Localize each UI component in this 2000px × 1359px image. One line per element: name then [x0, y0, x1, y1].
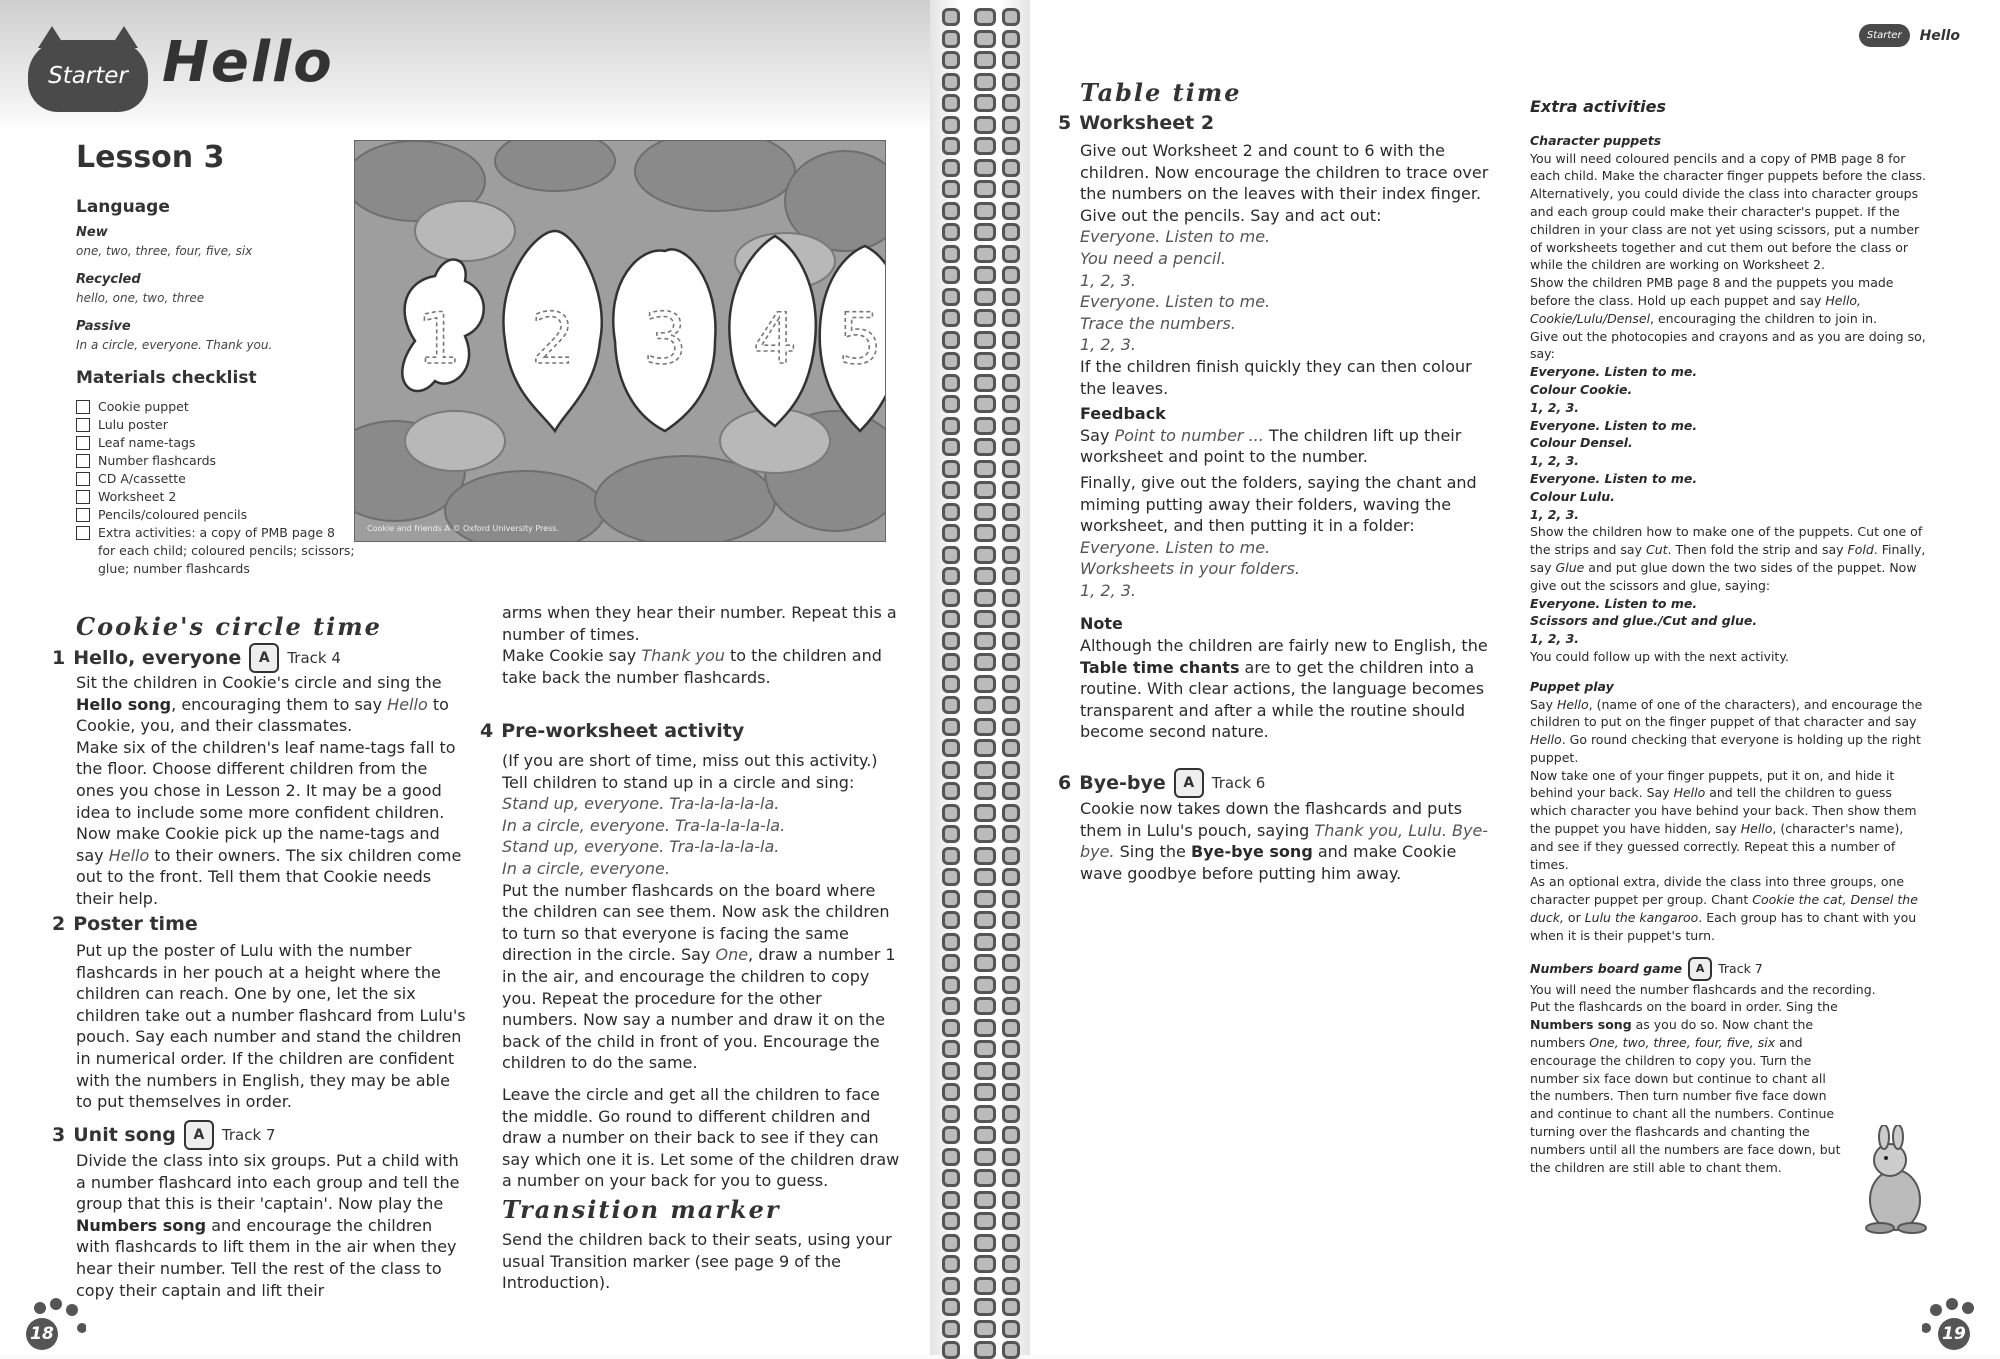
binding-ring [942, 503, 960, 521]
page-number-right: 19 [1938, 1318, 1970, 1350]
binding-ring [942, 1234, 960, 1252]
binding-ring [942, 8, 960, 26]
binding-ring [974, 976, 996, 994]
binding-ring [942, 395, 960, 413]
transition-title: Transition marker [502, 1195, 781, 1224]
binding-ring [1002, 1298, 1020, 1316]
binding-ring [974, 1341, 996, 1359]
binding-ring [1002, 331, 1020, 349]
binding-ring [942, 739, 960, 757]
language-label: Language [76, 197, 170, 217]
checklist-item: Worksheet 2 [76, 488, 356, 506]
transition-text: Send the children back to their seats, using your usual Transition marker (see page 9 of the Introduction). [502, 1230, 892, 1293]
binding-ring [1002, 94, 1020, 112]
binding-ring [974, 825, 996, 843]
page-number-left: 18 [26, 1318, 58, 1350]
binding-ring [1002, 352, 1020, 370]
binding-ring [1002, 137, 1020, 155]
passive-label: Passive [76, 319, 131, 334]
binding-ring [974, 331, 996, 349]
binding-ring [974, 116, 996, 134]
binding-ring [974, 1169, 996, 1187]
binding-ring [1002, 481, 1020, 499]
binding-ring [974, 481, 996, 499]
spiral-binding [930, 0, 1030, 1355]
binding-ring [942, 288, 960, 306]
poster-number: 4 [752, 298, 798, 380]
binding-ring [1002, 696, 1020, 714]
binding-ring [942, 309, 960, 327]
poster-number: 3 [642, 298, 688, 380]
note-label: Note [1080, 614, 1123, 634]
binding-ring [1002, 1148, 1020, 1166]
binding-ring [1002, 73, 1020, 91]
binding-ring [1002, 589, 1020, 607]
binding-ring [974, 73, 996, 91]
binding-ring [942, 1298, 960, 1316]
binding-ring [974, 1191, 996, 1209]
binding-ring [974, 696, 996, 714]
binding-ring [974, 417, 996, 435]
binding-ring [1002, 395, 1020, 413]
binding-ring [1002, 653, 1020, 671]
recycled-label: Recycled [76, 272, 141, 287]
binding-ring [1002, 911, 1020, 929]
language-block [76, 197, 346, 388]
character-puppets-label: Character puppets [1530, 132, 1662, 148]
running-title: Hello [1919, 27, 1960, 44]
binding-ring [974, 524, 996, 542]
binding-ring [1002, 1062, 1020, 1080]
binding-ring [1002, 675, 1020, 693]
binding-ring [1002, 933, 1020, 951]
binding-ring [942, 847, 960, 865]
binding-ring [1002, 868, 1020, 886]
binding-ring [942, 180, 960, 198]
activity-4-heading: 4 Pre-worksheet activity [480, 720, 745, 742]
binding-ring [974, 1148, 996, 1166]
table-time-title: Table time [1080, 78, 1242, 107]
running-header [1859, 24, 1960, 47]
binding-ring [974, 159, 996, 177]
binding-ring [942, 718, 960, 736]
checkbox[interactable] [76, 418, 90, 432]
binding-ring [1002, 761, 1020, 779]
poster-number: 2 [530, 298, 576, 380]
activity-3-text: Divide the class into six groups. Put a child with a number flashcard into each group and tell the group that this is their 'captain'. Now play the Numbers song and encourage the children with flashcards to lift them in the air when they hear their number. Tell the rest of the class to copy their captain and lift their [76, 1151, 460, 1300]
binding-ring [1002, 8, 1020, 26]
binding-ring [974, 438, 996, 456]
binding-ring [942, 933, 960, 951]
new-words: one, two, three, four, five, six [76, 244, 253, 258]
binding-ring [1002, 890, 1020, 908]
checkbox[interactable] [76, 454, 90, 468]
binding-ring [1002, 438, 1020, 456]
circle-time-title: Cookie's circle time [76, 612, 382, 641]
binding-ring [1002, 1169, 1020, 1187]
binding-ring [942, 51, 960, 69]
binding-ring [1002, 159, 1020, 177]
binding-ring [974, 546, 996, 564]
binding-ring [942, 1148, 960, 1166]
binding-ring [1002, 1040, 1020, 1058]
binding-ring [942, 696, 960, 714]
binding-ring [1002, 51, 1020, 69]
activity-2-text: Put up the poster of Lulu with the number flashcards in her pouch at a height where the children can reach. One by one, let the six children take out a number flashcard from Lulu's pouch. Say each number and stand the children in numerical order. If the children are confident with the numbers in English, they may be able to put themselves in order. [76, 941, 466, 1112]
binding-ring [974, 1062, 996, 1080]
binding-ring [974, 460, 996, 478]
binding-ring [974, 761, 996, 779]
binding-ring [942, 438, 960, 456]
checklist-item: Cookie puppet [76, 398, 356, 416]
binding-ring [942, 1126, 960, 1144]
binding-ring [974, 1019, 996, 1037]
binding-ring [942, 266, 960, 284]
binding-ring [974, 868, 996, 886]
binding-ring [1002, 1277, 1020, 1295]
binding-ring [942, 589, 960, 607]
activity-2-heading: 2 Poster time [52, 913, 198, 935]
checkbox[interactable] [76, 526, 90, 540]
binding-ring [974, 718, 996, 736]
binding-ring [1002, 546, 1020, 564]
binding-ring [1002, 1234, 1020, 1252]
binding-ring [942, 116, 960, 134]
binding-ring [974, 266, 996, 284]
passive-words: In a circle, everyone. Thank you. [76, 338, 273, 352]
binding-ring [974, 1320, 996, 1338]
binding-ring [974, 632, 996, 650]
binding-ring [1002, 30, 1020, 48]
materials-checklist [76, 398, 356, 578]
binding-ring [942, 804, 960, 822]
binding-ring [942, 825, 960, 843]
checklist-item: Extra activities: a copy of PMB page 8 for each child; coloured pencils; scissors; glue; number flashcards [76, 524, 356, 578]
binding-ring [1002, 1126, 1020, 1144]
worksheet-poster-image [354, 140, 886, 542]
binding-ring [974, 503, 996, 521]
binding-ring [974, 997, 996, 1015]
binding-ring [1002, 266, 1020, 284]
binding-ring [974, 610, 996, 628]
feedback-label: Feedback [1080, 404, 1166, 424]
binding-ring [1002, 1019, 1020, 1037]
binding-ring [974, 739, 996, 757]
binding-ring [974, 51, 996, 69]
binding-ring [942, 1212, 960, 1230]
binding-ring [974, 202, 996, 220]
binding-ring [942, 1083, 960, 1101]
binding-ring [942, 352, 960, 370]
binding-ring [1002, 782, 1020, 800]
binding-ring [1002, 374, 1020, 392]
checkbox[interactable] [76, 400, 90, 414]
binding-ring [1002, 1212, 1020, 1230]
binding-ring [1002, 804, 1020, 822]
binding-ring [942, 331, 960, 349]
checkbox[interactable] [76, 436, 90, 450]
binding-ring [942, 524, 960, 542]
binding-ring [974, 1234, 996, 1252]
running-badge: Starter [1859, 24, 1910, 47]
binding-ring [974, 223, 996, 241]
checklist-item: Lulu poster [76, 416, 356, 434]
binding-ring [942, 653, 960, 671]
binding-ring [942, 567, 960, 585]
extra-activities: Extra activities Character puppets You will need coloured pencils and a copy of PMB page 8 for each child. Make the character finger puppets before the class. Alternatively, you could divide the class into character groups and each group could make their character's puppet. If the children in your class are not yet using scissors, put a number of worksheets together and cut them out before the class or while the children are working on Worksheet 2. Show the children PMB page 8 and the puppets you made before the class. Hold up each puppet and say Hello, Cookie/Lulu/Densel, encouraging the children to join in. Give out the photocopies and crayons and as you are doing so, say: Everyone. Listen to me. Colour Cookie. 1, 2, 3. Everyone. Listen to me. Colour Densel. 1, 2, 3. Everyone. Listen to me. Colour Lulu. 1, 2, 3. Show the children how to make one of the puppets. Cut one of the strips and say Cut. Then fold the strip and say Fold. Finally, say Glue and put glue down the two sides of the puppet. Now give out the scissors and glue, saying: Everyone. Listen to me. Scissors and glue./Cut and glue. 1, 2, 3. You could follow up with the next activity. Puppet play Say Hello, (name of one of the characters), and encourage the children to put on the finger puppet of that character and say Hello. Go round checking that everyone is holding up the right puppet. Now take one of your finger puppets, put it on, and hide it behind your back. Say Hello and tell the children to guess which character you have behind your back. Then show them the puppet you have hidden, say Hello, (character's name), and see if they guessed correctly. Repeat this a number of times. As an optional extra, divide the class into three groups, one character puppet per group. Chant Cookie the cat, Densel the duck, or Lulu the kangaroo. Each group has to chant with you when it is their puppet's turn. Numbers board game A Track 7 You will need the number flashcards and the recording. Put the flashcards on the board in order. Sing the Numbers song as you do so. Now chant the numbers One, two, three, four, five, six and encourage the children to copy you. Turn the number six face down but continue to chant all the numbers. Then turn number five face down and continue to chant all the numbers. Continue turning over the flashcards and chanting the numbers until all the numbers are face down, but the children are still able to chant them. [1530, 98, 1930, 1176]
binding-ring [1002, 180, 1020, 198]
binding-ring [1002, 1320, 1020, 1338]
binding-ring [974, 309, 996, 327]
binding-ring [942, 976, 960, 994]
binding-ring [974, 567, 996, 585]
binding-ring [974, 1083, 996, 1101]
binding-ring [974, 933, 996, 951]
binding-ring [1002, 460, 1020, 478]
activity-5-heading: 5 Worksheet 2 [1058, 112, 1215, 134]
binding-ring [974, 890, 996, 908]
recycled-words: hello, one, two, three [76, 291, 205, 305]
puppet-play-label: Puppet play [1530, 678, 1614, 694]
binding-ring [974, 675, 996, 693]
binding-ring [1002, 116, 1020, 134]
binding-ring [942, 675, 960, 693]
leaves-illustration [355, 141, 885, 541]
binding-ring [974, 374, 996, 392]
activity-5-text: Give out Worksheet 2 and count to 6 with the children. Now encourage the children to trace over the numbers on the leaves with their index finger. Give out the pencils. Say and act out: Everyone. Listen to me. You need a pencil. 1, 2, 3. Everyone. Listen to me. Trace the numbers. 1, 2, 3. If the children finish quickly they can then colour the leaves. Feedback Say Point to number ... The children lift up their worksheet and point to the number. Finally, give out the folders, saying the chant and miming putting away their folders, waving the worksheet, and then putting it in a folder: Everyone. Listen to me. Worksheets in your folders. 1, 2, 3. Note Although the children are fairly new to English, the Table time chants are to get the children into a routine. With clear actions, the language becomes transparent and after a while the routine should become second nature. [1080, 141, 1489, 742]
binding-ring [974, 653, 996, 671]
binding-ring [974, 1255, 996, 1273]
binding-ring [942, 223, 960, 241]
binding-ring [974, 1212, 996, 1230]
cd-icon: A [1174, 768, 1204, 798]
binding-ring [974, 782, 996, 800]
checkbox[interactable] [76, 508, 90, 522]
binding-ring [942, 1040, 960, 1058]
cd-icon: A [1688, 957, 1712, 981]
binding-ring [942, 1341, 960, 1359]
binding-ring [942, 374, 960, 392]
binding-ring [942, 954, 960, 972]
binding-ring [1002, 524, 1020, 542]
binding-ring [1002, 223, 1020, 241]
binding-ring [974, 352, 996, 370]
binding-ring [974, 288, 996, 306]
binding-ring [1002, 632, 1020, 650]
binding-ring [974, 94, 996, 112]
binding-ring [974, 589, 996, 607]
binding-ring [974, 847, 996, 865]
binding-ring [942, 73, 960, 91]
checklist-item: Pencils/coloured pencils [76, 506, 356, 524]
extra-title: Extra activities [1530, 97, 1666, 116]
poster-number: 5 [837, 298, 883, 380]
activity-6-heading: 6 Bye-bye A Track 6 [1058, 768, 1265, 798]
binding-ring [974, 395, 996, 413]
checklist-item: CD A/cassette [76, 470, 356, 488]
binding-ring [1002, 1341, 1020, 1359]
new-label: New [76, 225, 108, 240]
binding-ring [942, 1105, 960, 1123]
binding-ring [1002, 954, 1020, 972]
binding-ring [974, 137, 996, 155]
binding-ring [974, 8, 996, 26]
binding-ring [1002, 739, 1020, 757]
binding-ring [942, 632, 960, 650]
binding-ring [942, 782, 960, 800]
binding-ring [942, 460, 960, 478]
binding-ring [974, 1105, 996, 1123]
binding-ring [1002, 288, 1020, 306]
activity-3-heading: 3 Unit song A Track 7 [52, 1120, 275, 1150]
binding-ring [1002, 309, 1020, 327]
poster-caption: Cookie and friends A © Oxford University Press. [367, 524, 559, 533]
binding-ring [942, 610, 960, 628]
checklist-item: Number flashcards [76, 452, 356, 470]
binding-ring [974, 1126, 996, 1144]
starter-badge: Starter [28, 40, 148, 112]
binding-ring [1002, 718, 1020, 736]
binding-ring [1002, 1105, 1020, 1123]
binding-ring [974, 804, 996, 822]
binding-ring [974, 1298, 996, 1316]
cd-icon: A [184, 1120, 214, 1150]
binding-ring [942, 202, 960, 220]
binding-ring [1002, 202, 1020, 220]
page-title: Hello [162, 30, 334, 95]
binding-ring [974, 30, 996, 48]
binding-ring [1002, 847, 1020, 865]
numbers-board-game-heading: Numbers board game A Track 7 [1530, 957, 1930, 981]
binding-ring [1002, 825, 1020, 843]
binding-ring [942, 546, 960, 564]
binding-ring [1002, 976, 1020, 994]
cd-icon: A [249, 643, 279, 673]
binding-ring [942, 1191, 960, 1209]
activity-1-text: Sit the children in Cookie's circle and sing the Hello song, encouraging them to say Hello to Cookie, you, and their classmates. Make six of the children's leaf name-tags fall to the floor. Choose different children from the ones you chose in Lesson 2. It may be a good idea to include some more confident children. Now make Cookie pick up the name-tags and say Hello to their owners. The six children come out to the front. Tell them that Cookie needs their help. [76, 673, 462, 908]
binding-ring [942, 1169, 960, 1187]
kangaroo-illustration [1850, 1125, 1930, 1235]
activity-4-text: (If you are short of time, miss out this activity.) Tell children to stand up in a circle and sing: Stand up, everyone. Tra-la-la-la-la. In a circle, everyone. Tra-la-la-la-la. Stand up, everyone. Tra-la-la-la-la. In a circle, everyone. Put the number flashcards on the board where the children can see them. Now ask the children to turn so that everyone is facing the same direction in the circle. Say One, draw a number 1 in the air, and encourage the children to copy you. Repeat the procedure for the other numbers. Now say a number and draw it on the back of the child in front of you. Encourage the children to do the same. Leave the circle and get all the children to face the middle. Go round to different children and draw a number on their back to see if they can say which one it is. Let some of the children draw a number on your back for you to guess. [502, 751, 900, 1191]
binding-ring [942, 890, 960, 908]
materials-label: Materials checklist [76, 368, 257, 388]
poster-number: 1 [416, 298, 462, 380]
binding-ring [942, 1255, 960, 1273]
binding-ring [974, 180, 996, 198]
binding-ring [1002, 997, 1020, 1015]
binding-ring [974, 1277, 996, 1295]
binding-ring [942, 417, 960, 435]
checklist-item: Leaf name-tags [76, 434, 356, 452]
checkbox[interactable] [76, 472, 90, 486]
binding-ring [1002, 1255, 1020, 1273]
binding-ring [974, 954, 996, 972]
binding-ring [942, 1277, 960, 1295]
binding-ring [942, 159, 960, 177]
binding-ring [1002, 245, 1020, 263]
binding-ring [942, 1062, 960, 1080]
binding-ring [942, 245, 960, 263]
activity-1-heading: 1 Hello, everyone A Track 4 [52, 643, 341, 673]
binding-ring [942, 137, 960, 155]
checkbox[interactable] [76, 490, 90, 504]
binding-ring [974, 1040, 996, 1058]
left-page [0, 0, 930, 1355]
binding-ring [1002, 417, 1020, 435]
binding-ring [942, 868, 960, 886]
binding-ring [942, 761, 960, 779]
binding-ring [974, 245, 996, 263]
binding-ring [1002, 610, 1020, 628]
binding-ring [942, 30, 960, 48]
binding-ring [942, 1019, 960, 1037]
binding-ring [942, 481, 960, 499]
activity-3-continued: arms when they hear their number. Repeat this a number of times. Make Cookie say Thank you to the children and take back the number flashcards. [502, 603, 897, 687]
binding-ring [1002, 503, 1020, 521]
binding-ring [942, 997, 960, 1015]
activity-6-text: Cookie now takes down the flashcards and puts them in Lulu's pouch, saying Thank you, Lulu. Bye-bye. Sing the Bye-bye song and make Cookie wave goodbye before putting him away. [1080, 799, 1489, 883]
lesson-title: Lesson 3 [76, 140, 225, 175]
binding-ring [942, 94, 960, 112]
binding-ring [974, 911, 996, 929]
binding-ring [942, 1320, 960, 1338]
binding-ring [1002, 1191, 1020, 1209]
binding-ring [942, 911, 960, 929]
binding-ring [1002, 1083, 1020, 1101]
binding-ring [1002, 567, 1020, 585]
